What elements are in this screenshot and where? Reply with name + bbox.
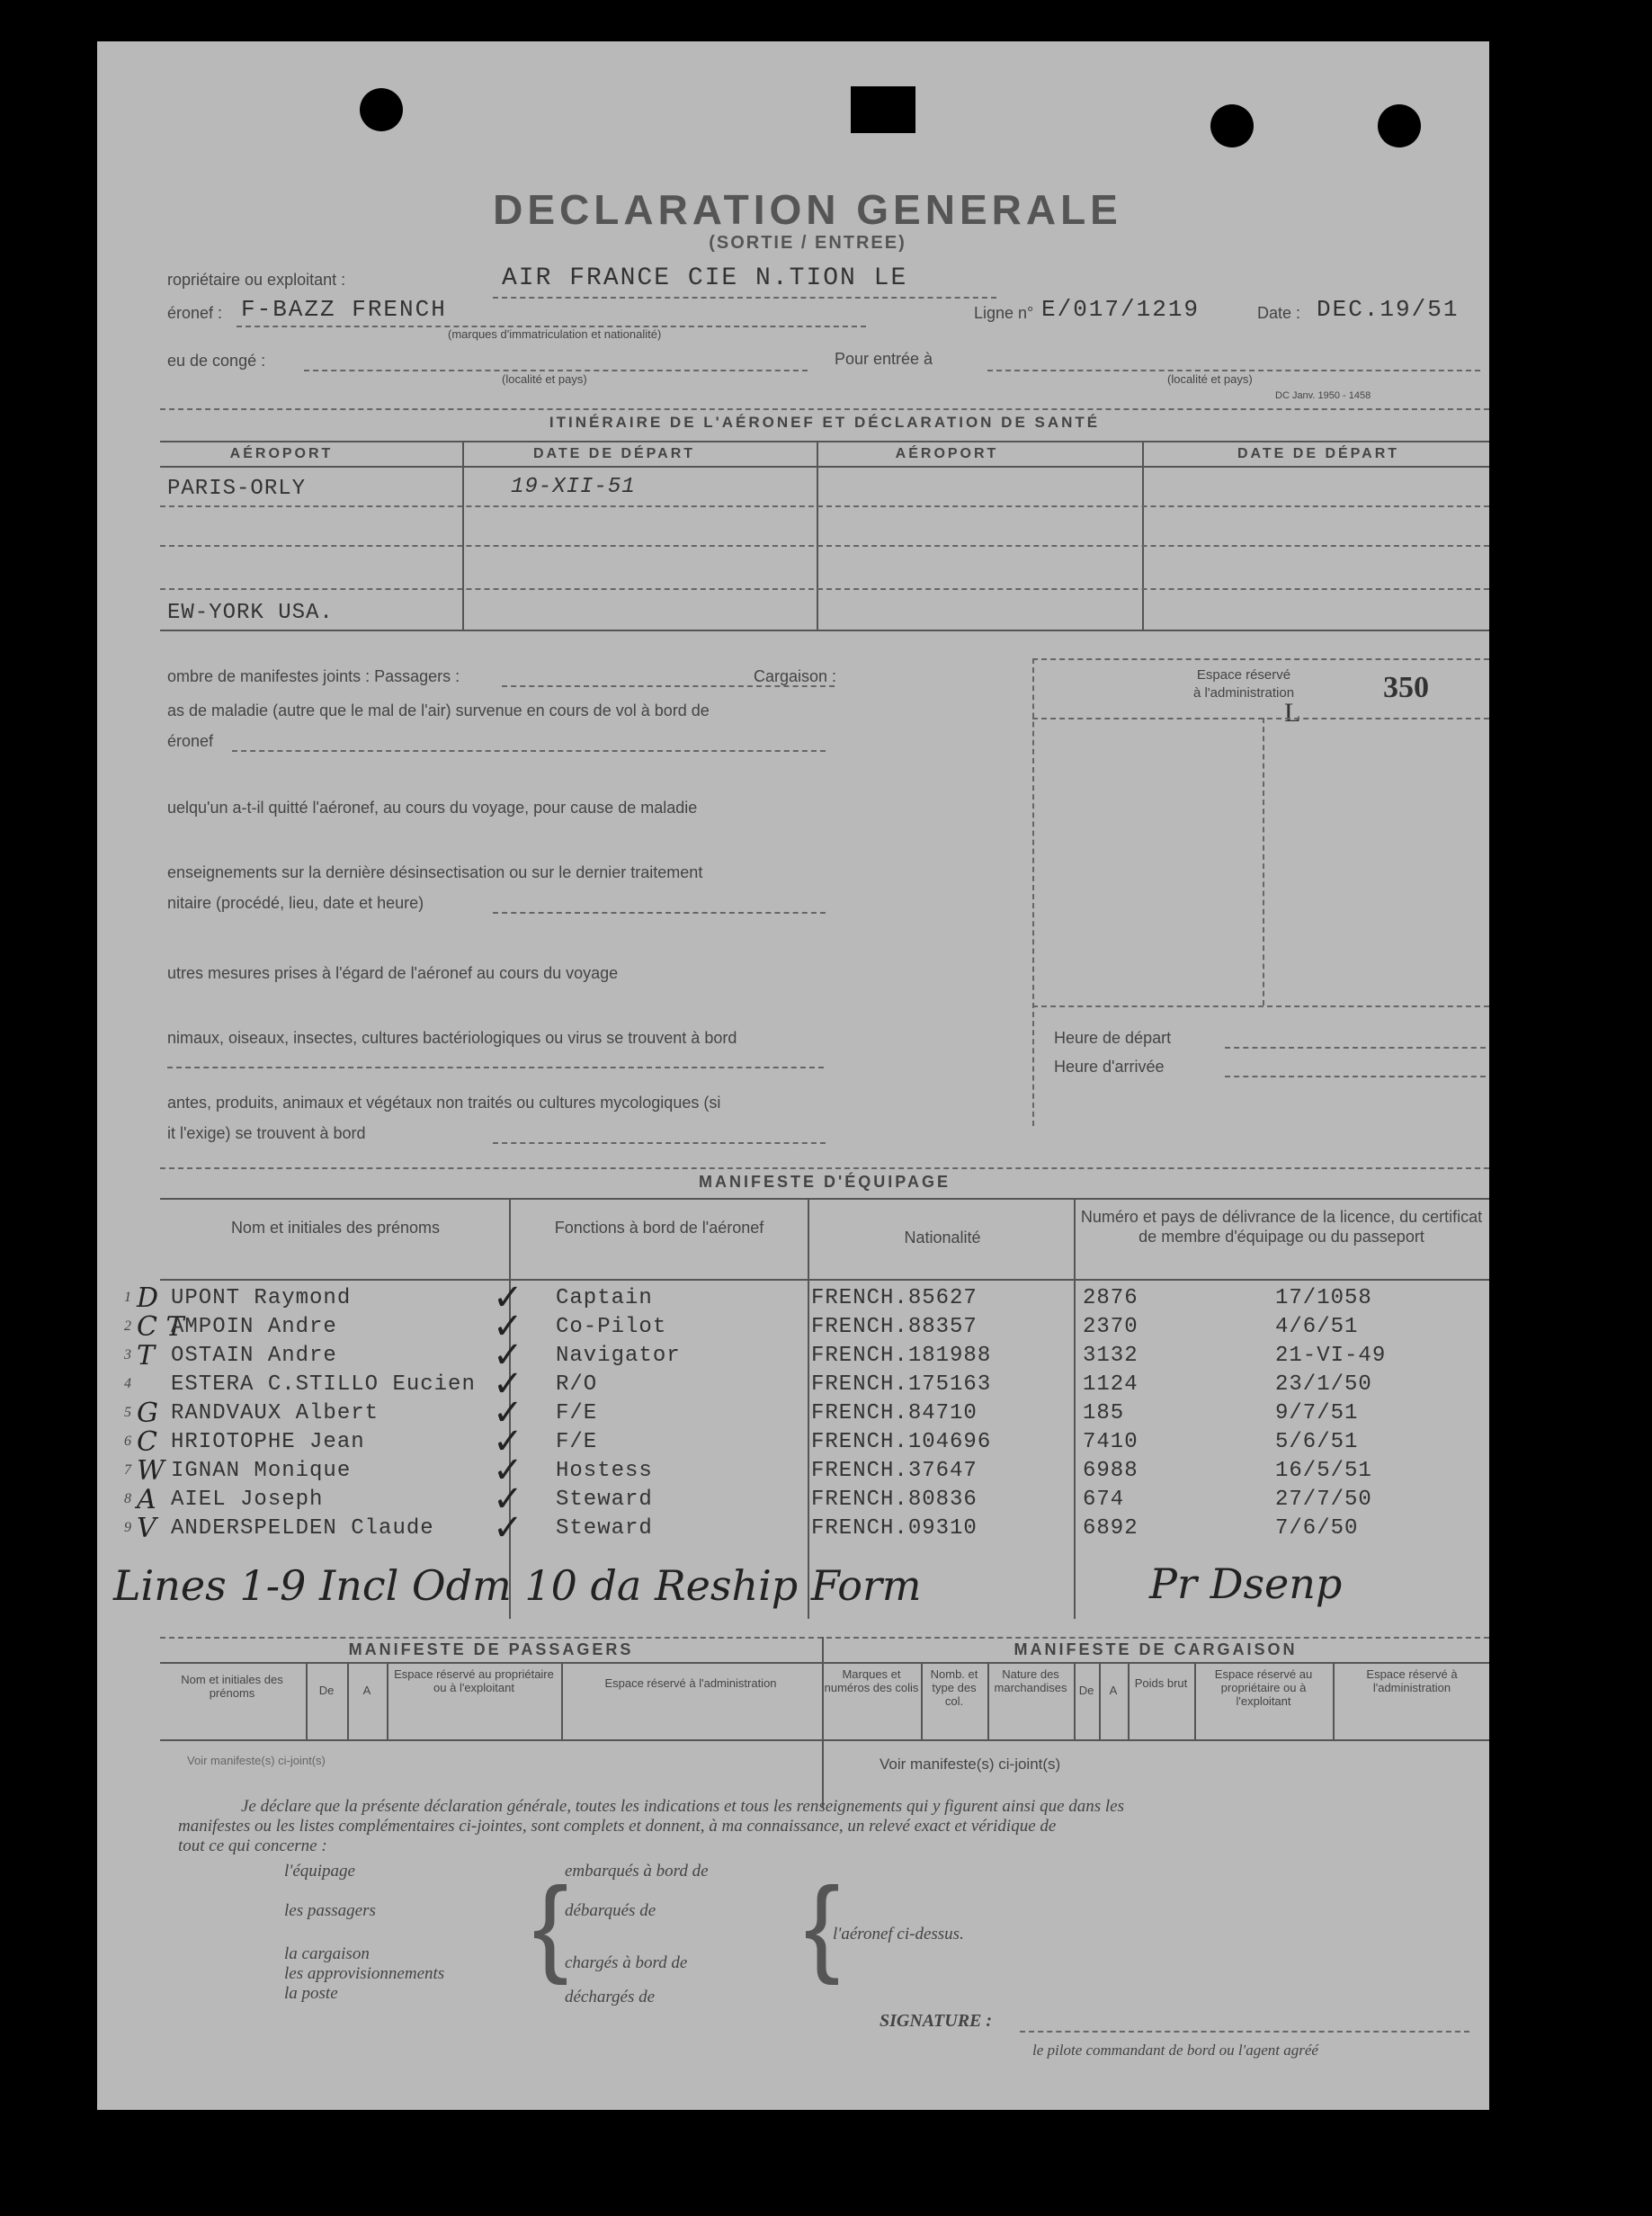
crew-row-function: Hostess xyxy=(556,1459,653,1483)
crew-row-function: Co-Pilot xyxy=(556,1315,667,1339)
crew-col-nationality: Nationalité xyxy=(904,1229,981,1246)
crew-col-function: Fonctions à bord de l'aéronef xyxy=(554,1219,764,1237)
form-title: DECLARATION GENERALE xyxy=(493,186,1122,233)
handwritten-note: Lines 1-9 Incl Odm 10 da Reship Form xyxy=(113,1561,922,1610)
declaration-aircraft: l'aéronef ci-dessus. xyxy=(833,1925,964,1943)
health-q1a: as de maladie (autre que le mal de l'air) survenue en cours de vol à bord de xyxy=(167,701,710,719)
declaration-line-3: tout ce qui concerne : xyxy=(178,1836,327,1855)
punch-tab xyxy=(851,86,915,133)
operator-label: ropriétaire ou exploitant : xyxy=(167,271,346,289)
declaration-line-1: Je déclare que la présente déclaration générale, toutes les indications et tous les renseignements qui y figurent ainsi que dans les xyxy=(241,1797,1124,1816)
admin-label-1: Espace réservé xyxy=(1196,667,1291,683)
punch-hole xyxy=(1378,104,1421,147)
passenger-footer: Voir manifeste(s) ci-joint(s) xyxy=(187,1754,326,1767)
cargo-col-nature: Nature des marchandises xyxy=(994,1667,1067,1694)
crew-row-name: RANDVAUX Albert xyxy=(171,1401,380,1425)
crew-row-number: 8 xyxy=(124,1491,131,1506)
passenger-col-from: De xyxy=(318,1684,335,1697)
health-q4: utres mesures prises à l'égard de l'aéronef au cours du voyage xyxy=(167,964,619,982)
declaration-crew: l'équipage xyxy=(284,1862,355,1881)
crew-row-name: UPONT Raymond xyxy=(171,1286,352,1310)
crew-row-name: AMPOIN Andre xyxy=(171,1315,337,1339)
admin-mark: L xyxy=(1284,698,1301,728)
punch-hole xyxy=(1210,104,1254,147)
crew-row-code: C xyxy=(137,1426,157,1458)
crew-row-name: ESTERA C.STILLO Eucien xyxy=(171,1372,476,1397)
crew-row-licence: 6892 xyxy=(1083,1516,1139,1541)
cargo-col-from: De xyxy=(1078,1684,1094,1697)
crew-row-nationality: FRENCH.80836 xyxy=(811,1488,978,1512)
passenger-col-to: A xyxy=(362,1684,371,1697)
right-brace: { xyxy=(804,1865,841,1986)
crew-row-licence: 3132 xyxy=(1083,1344,1139,1368)
cargo-col-to: A xyxy=(1109,1684,1118,1697)
crew-row-licence-date: 9/7/51 xyxy=(1275,1401,1359,1425)
check-mark-icon: ✓ xyxy=(493,1278,523,1318)
check-mark-icon: ✓ xyxy=(493,1479,523,1519)
form-reference: DC Janv. 1950 - 1458 xyxy=(1275,390,1371,401)
health-q2: uelqu'un a-t-il quitté l'aéronef, au cours du voyage, pour cause de maladie xyxy=(167,799,698,817)
crew-row-nationality: FRENCH.181988 xyxy=(811,1344,992,1368)
itinerary-heading: ITINÉRAIRE DE L'AÉRONEF ET DÉCLARATION DE SANTÉ xyxy=(549,414,1101,431)
crew-row-function: R/O xyxy=(556,1372,598,1397)
crew-row-licence: 185 xyxy=(1083,1401,1125,1425)
crew-row-function: Steward xyxy=(556,1488,653,1512)
crew-row-licence: 2876 xyxy=(1083,1286,1139,1310)
crew-row-code: D xyxy=(137,1282,159,1314)
check-mark-icon: ✓ xyxy=(493,1393,523,1433)
admin-label-2: à l'administration xyxy=(1192,685,1295,701)
cargo-col-count: Nomb. et type des col. xyxy=(930,1667,978,1708)
aircraft-caption: (marques d'immatriculation et nationalité) xyxy=(448,327,662,341)
line-label: Ligne n° xyxy=(974,304,1034,322)
date-value: DEC.19/51 xyxy=(1317,296,1460,323)
crew-col-name: Nom et initiales des prénoms xyxy=(230,1219,441,1237)
crew-row-licence-date: 17/1058 xyxy=(1275,1286,1372,1310)
crew-row-code: T xyxy=(137,1340,156,1372)
crew-row-name: AIEL Joseph xyxy=(171,1488,324,1512)
itinerary-col-airport: AÉROPORT xyxy=(229,446,334,461)
date-label: Date : xyxy=(1257,304,1301,322)
declaration-cargo: la cargaison xyxy=(284,1944,370,1963)
crew-row-nationality: FRENCH.104696 xyxy=(811,1430,992,1454)
crew-row-number: 9 xyxy=(124,1520,131,1535)
cargo-col-owner: Espace réservé au propriétaire ou à l'exploitant xyxy=(1214,1667,1313,1708)
crew-row-number: 1 xyxy=(124,1290,131,1305)
form-subtitle: (SORTIE / ENTREE) xyxy=(709,233,906,253)
crew-row-code: C T xyxy=(137,1311,184,1343)
crew-row-licence: 6988 xyxy=(1083,1459,1139,1483)
left-brace: { xyxy=(532,1865,569,1986)
crew-row-licence: 7410 xyxy=(1083,1430,1139,1454)
passenger-col-owner: Espace réservé au propriétaire ou à l'exploitant xyxy=(394,1667,554,1694)
aircraft-label: éronef : xyxy=(167,304,223,322)
crew-row-licence-date: 21-VI-49 xyxy=(1275,1344,1387,1368)
itinerary-date-1: 19-XII-51 xyxy=(511,475,636,499)
punch-hole xyxy=(360,88,403,131)
check-mark-icon: ✓ xyxy=(493,1422,523,1461)
crew-row-number: 2 xyxy=(124,1318,131,1334)
crew-row-function: F/E xyxy=(556,1430,598,1454)
crew-row-licence-date: 5/6/51 xyxy=(1275,1430,1359,1454)
cargo-col-marks: Marques et numéros des colis xyxy=(824,1667,919,1694)
health-q6a: antes, produits, animaux et végétaux non traités ou cultures mycologiques (si xyxy=(167,1094,721,1112)
crew-col-licence: Numéro et pays de délivrance de la licence, du certificat de membre d'équipage ou du passeport xyxy=(1080,1208,1483,1246)
crew-row-name: IGNAN Monique xyxy=(171,1459,352,1483)
departure-label: eu de congé : xyxy=(167,352,266,370)
crew-row-number: 7 xyxy=(124,1462,131,1478)
health-q6b: it l'exige) se trouvent à bord xyxy=(167,1124,366,1142)
crew-row-code: A xyxy=(137,1484,156,1515)
crew-row-function: F/E xyxy=(556,1401,598,1425)
declaration-unloaded: déchargés de xyxy=(565,1988,656,2006)
crew-row-number: 4 xyxy=(124,1376,131,1391)
check-mark-icon: ✓ xyxy=(493,1336,523,1375)
crew-row-nationality: FRENCH.175163 xyxy=(811,1372,992,1397)
crew-row-nationality: FRENCH.85627 xyxy=(811,1286,978,1310)
crew-row-name: HRIOTOPHE Jean xyxy=(171,1430,365,1454)
health-q3b: nitaire (procédé, lieu, date et heure) xyxy=(167,894,424,912)
crew-row-code: V xyxy=(137,1513,156,1544)
crew-row-licence: 1124 xyxy=(1083,1372,1139,1397)
declaration-mail: la poste xyxy=(284,1984,338,2003)
itinerary-airport-1: PARIS-ORLY xyxy=(167,477,307,501)
departure-time-label: Heure de départ xyxy=(1054,1029,1172,1047)
crew-row-function: Steward xyxy=(556,1516,653,1541)
crew-row-nationality: FRENCH.84710 xyxy=(811,1401,978,1425)
check-mark-icon: ✓ xyxy=(493,1307,523,1346)
crew-row-licence-date: 27/7/50 xyxy=(1275,1488,1372,1512)
signature-label: SIGNATURE : xyxy=(880,2011,993,2031)
crew-heading: MANIFESTE D'ÉQUIPAGE xyxy=(699,1173,951,1191)
cargo-count-label: Cargaison : xyxy=(754,667,837,685)
arrival-time-label: Heure d'arrivée xyxy=(1054,1058,1165,1076)
crew-row-name: OSTAIN Andre xyxy=(171,1344,337,1368)
check-mark-icon: ✓ xyxy=(493,1451,523,1490)
crew-row-function: Captain xyxy=(556,1286,653,1310)
crew-row-name: ANDERSPELDEN Claude xyxy=(171,1516,434,1541)
itinerary-col-date-2: DATE DE DÉPART xyxy=(1237,446,1400,461)
crew-row-code: W xyxy=(137,1455,165,1487)
crew-row-function: Navigator xyxy=(556,1344,681,1368)
crew-row-nationality: FRENCH.88357 xyxy=(811,1315,978,1339)
crew-row-number: 5 xyxy=(124,1405,131,1420)
itinerary-col-airport-2: AÉROPORT xyxy=(895,446,999,461)
check-mark-icon: ✓ xyxy=(493,1364,523,1404)
declaration-embarked: embarqués à bord de xyxy=(565,1862,709,1881)
health-q1b: éronef xyxy=(167,732,214,750)
declaration-loaded: chargés à bord de xyxy=(565,1953,688,1972)
crew-row-licence-date: 4/6/51 xyxy=(1275,1315,1359,1339)
cargo-col-admin: Espace réservé à l'administration xyxy=(1366,1667,1458,1694)
passenger-heading: MANIFESTE DE PASSAGERS xyxy=(348,1640,634,1658)
cargo-footer: Voir manifeste(s) ci-joint(s) xyxy=(880,1756,1061,1773)
manifests-label: ombre de manifestes joints : Passagers : xyxy=(167,667,460,685)
crew-row-number: 6 xyxy=(124,1434,131,1449)
crew-row-licence: 2370 xyxy=(1083,1315,1139,1339)
line-value: E/017/1219 xyxy=(1041,296,1201,323)
crew-row-licence: 674 xyxy=(1083,1488,1125,1512)
declaration-passengers: les passagers xyxy=(284,1901,376,1920)
signer-caption: le pilote commandant de bord ou l'agent agréé xyxy=(1032,2042,1318,2059)
itinerary-col-date: DATE DE DÉPART xyxy=(532,446,696,461)
cargo-col-weight: Poids brut xyxy=(1134,1676,1188,1690)
declaration-form-page xyxy=(97,41,1489,2110)
entry-caption: (localité et pays) xyxy=(1167,372,1253,386)
departure-caption: (localité et pays) xyxy=(502,372,587,386)
declaration-line-2: manifestes ou les listes complémentaires ci-jointes, sont complets et donnent, à ma connaissance, un relevé exact et véridique de xyxy=(178,1817,1057,1836)
check-mark-icon: ✓ xyxy=(493,1508,523,1548)
health-q3a: enseignements sur la dernière désinsectisation ou sur le dernier traitement xyxy=(167,863,703,881)
crew-row-nationality: FRENCH.37647 xyxy=(811,1459,978,1483)
cargo-heading: MANIFESTE DE CARGAISON xyxy=(1014,1640,1298,1658)
passenger-col-name: Nom et initiales des prénoms xyxy=(181,1673,283,1700)
declaration-disembarked: débarqués de xyxy=(565,1901,656,1920)
entry-label: Pour entrée à xyxy=(835,350,933,368)
crew-row-nationality: FRENCH.09310 xyxy=(811,1516,978,1541)
admin-number: 350 xyxy=(1383,671,1429,704)
crew-row-number: 3 xyxy=(124,1347,131,1363)
itinerary-airport-4: EW-YORK USA. xyxy=(167,601,334,625)
passenger-col-admin: Espace réservé à l'administration xyxy=(604,1676,777,1690)
health-q5: nimaux, oiseaux, insectes, cultures bactériologiques ou virus se trouvent à bord xyxy=(167,1029,737,1047)
aircraft-value: F-BAZZ FRENCH xyxy=(241,296,447,323)
operator-value: AIR FRANCE CIE N.TION LE xyxy=(502,264,908,292)
handwritten-initials: Pr Dsenp xyxy=(1149,1559,1343,1608)
crew-row-licence-date: 23/1/50 xyxy=(1275,1372,1372,1397)
crew-row-code: G xyxy=(137,1398,158,1429)
crew-row-licence-date: 7/6/50 xyxy=(1275,1516,1359,1541)
declaration-supplies: les approvisionnements xyxy=(284,1964,445,1983)
crew-row-licence-date: 16/5/51 xyxy=(1275,1459,1372,1483)
